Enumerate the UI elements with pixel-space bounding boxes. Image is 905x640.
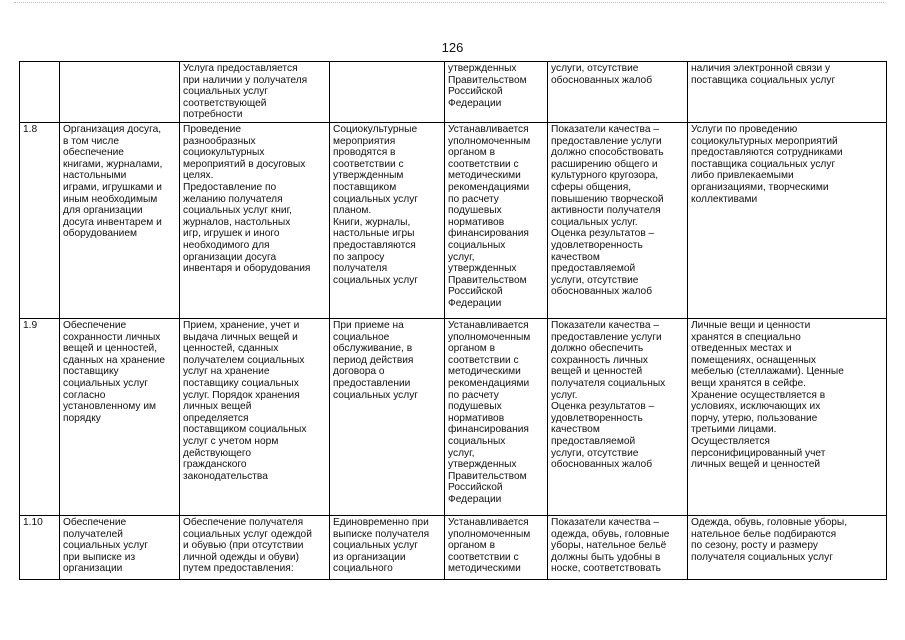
row-number [20, 62, 60, 123]
service-standard: утвержденных Правительством Российской Федерации [445, 62, 548, 123]
page-number: 126 [441, 40, 464, 55]
service-timing [330, 62, 445, 123]
service-name [60, 62, 180, 123]
service-standard: Устанавливается уполномоченным органом в соответствии с методическими рекомендациями по расчету подушевых нормативов финансирования социальных услуг, утвержденных Правительством Российской Федерации [445, 319, 548, 516]
service-timing: При приеме на социальное обслуживание, в период действия договора о предоставлении социальных услуг [330, 319, 445, 516]
service-name: Обеспечение сохранности личных вещей и ценностей, сданных на хранение поставщику социальных услуг согласно установленному им порядку [60, 319, 180, 516]
service-content: Прием, хранение, учет и выдача личных вещей и ценностей, сданных получателем социальных услуг на хранение поставщику социальных услуг. Порядок хранения личных вещей определяется поставщиком социальных услуг с учетом норм действующего гражданского законодательства [180, 319, 330, 516]
row-number: 1.10 [20, 516, 60, 580]
table-row [20, 516, 887, 580]
service-timing: Единовременно при выписке получателя социальных услуг из организации социального [330, 516, 445, 580]
service-conditions: наличия электронной связи у поставщика социальных услуг [688, 62, 887, 123]
service-name: Организация досуга, в том числе обеспечение книгами, журналами, настольными играми, игрушками и иным необходимым для организации досуга инвентарем и оборудованием [60, 123, 180, 319]
service-conditions: Услуги по проведению социокультурных мероприятий предоставляются сотрудниками поставщика социальных услуг либо привлекаемыми организациями, творческими коллективами [688, 123, 887, 319]
services-table [19, 61, 887, 580]
quality-indicators: Показатели качества – предоставление услуги должно обеспечить сохранность личных вещей и ценностей получателя социальных услуг. Оценка результатов – удовлетворенность качеством предоставляемой услуги, отсутствие обоснованных жалоб [548, 319, 688, 516]
service-conditions: Одежда, обувь, головные уборы, нательное белье подбираются по сезону, росту и размеру получателя социальных услуг [688, 516, 887, 580]
service-content: Услуга предоставляется при наличии у получателя социальных услуг соответствующей потребности [180, 62, 330, 123]
table-row [20, 319, 887, 516]
page-top-edge [14, 2, 884, 3]
service-conditions: Личные вещи и ценности хранятся в специально отведенных местах и помещениях, оснащенных мебелью (стеллажами). Ценные вещи хранятся в сейфе. Хранение осуществляется в условиях, исключающих их порчу, утерю, пользование третьими лицами. Осуществляется персонифицированный учет личных вещей и ценностей [688, 319, 887, 516]
quality-indicators: услуги, отсутствие обоснованных жалоб [548, 62, 688, 123]
service-name: Обеспечение получателей социальных услуг при выписке из организации [60, 516, 180, 580]
table-row [20, 62, 887, 123]
row-number: 1.8 [20, 123, 60, 319]
quality-indicators: Показатели качества – одежда, обувь, головные уборы, нательное бельё должны быть удобны в носке, соответствовать [548, 516, 688, 580]
service-standard: Устанавливается уполномоченным органом в соответствии с методическими [445, 516, 548, 580]
row-number: 1.9 [20, 319, 60, 516]
service-content: Обеспечение получателя социальных услуг одеждой и обувью (при отсутствии личной одежды и обуви) путем предоставления: [180, 516, 330, 580]
service-content: Проведение разнообразных социокультурных мероприятий в досуговых целях. Предоставление по желанию получателя социальных услуг книг, журналов, настольных игр, игрушек и иного необходимого для организации досуга инвентаря и оборудования [180, 123, 330, 319]
quality-indicators: Показатели качества – предоставление услуги должно способствовать расширению общего и культурного кругозора, сферы общения, повышению творческой активности получателя социальных услуг. Оценка результатов – удовлетворенность качеством предоставляемой услуги, отсутствие обоснованных жалоб [548, 123, 688, 319]
service-standard: Устанавливается уполномоченным органом в соответствии с методическими рекомендациями по расчету подушевых нормативов финансирования социальных услуг, утвержденных Правительством Российской Федерации [445, 123, 548, 319]
table-row [20, 123, 887, 319]
service-timing: Социокультурные мероприятия проводятся в соответствии с утвержденным поставщиком социальных услуг планом. Книги, журналы, настольные игры предоставляются по запросу получателя социальных услуг [330, 123, 445, 319]
